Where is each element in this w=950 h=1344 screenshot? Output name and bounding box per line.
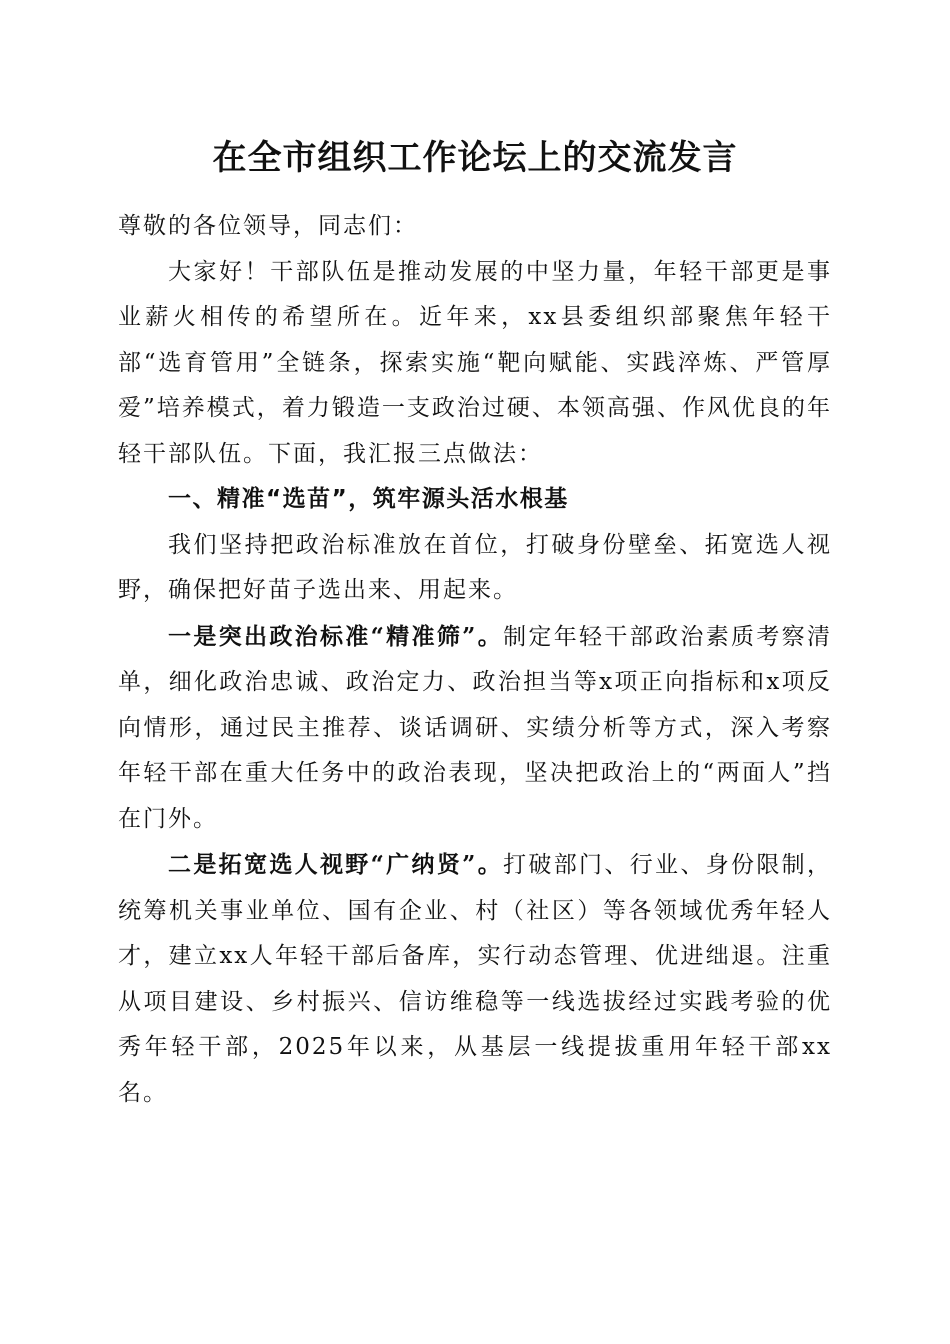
point-2-lead: 二是拓宽选人视野“广纳贤”。	[168, 851, 504, 878]
salutation: 尊敬的各位领导，同志们：	[118, 213, 418, 239]
paragraph-intro: 大家好！干部队伍是推动发展的中坚力量，年轻干部更是事业薪火相传的希望所在。近年来，xx县委组织部聚焦年轻干部“选育管用”全链条，探索实施“靶向赋能、实践淬炼、严管厚爱”培养模式，着力锻造一支政治过硬、本领高强、作风优良的年轻干部队伍。下面，我汇报三点做法：	[118, 258, 832, 467]
paragraph-point-1	[118, 614, 832, 843]
paragraph-point-2	[118, 842, 832, 1116]
point-2-text: 打破部门、行业、身份限制，统筹机关事业单位、国有企业、村（社区）等各领域优秀年轻人才，建立xx人年轻干部后备库，实行动态管理、优进绌退。注重从项目建设、乡村振兴、信访维稳等一线选拔经过实践考验的优秀年轻干部，2025年以来，从基层一线提拔重用年轻干部xx名。	[118, 852, 832, 1106]
document-title: 在全市组织工作论坛上的交流发言	[212, 138, 738, 178]
point-1-text: 制定年轻干部政治素质考察清单，细化政治忠诚、政治定力、政治担当等x项正向指标和x项反向情形，通过民主推荐、谈话调研、实绩分析等方式，深入考察年轻干部在重大任务中的政治表现，坚决把政治上的“两面人”挡在门外。	[118, 623, 832, 832]
document-body	[118, 204, 832, 1116]
point-1-lead: 一是突出政治标准“精准筛”。	[168, 622, 504, 650]
paragraph-section-1-summary: 我们坚持把政治标准放在首位，打破身份壁垒、拓宽选人视野，确保把好苗子选出来、用起来。	[118, 531, 832, 603]
section-heading-1: 一、精准“选苗”，筑牢源头活水根基	[168, 486, 569, 512]
